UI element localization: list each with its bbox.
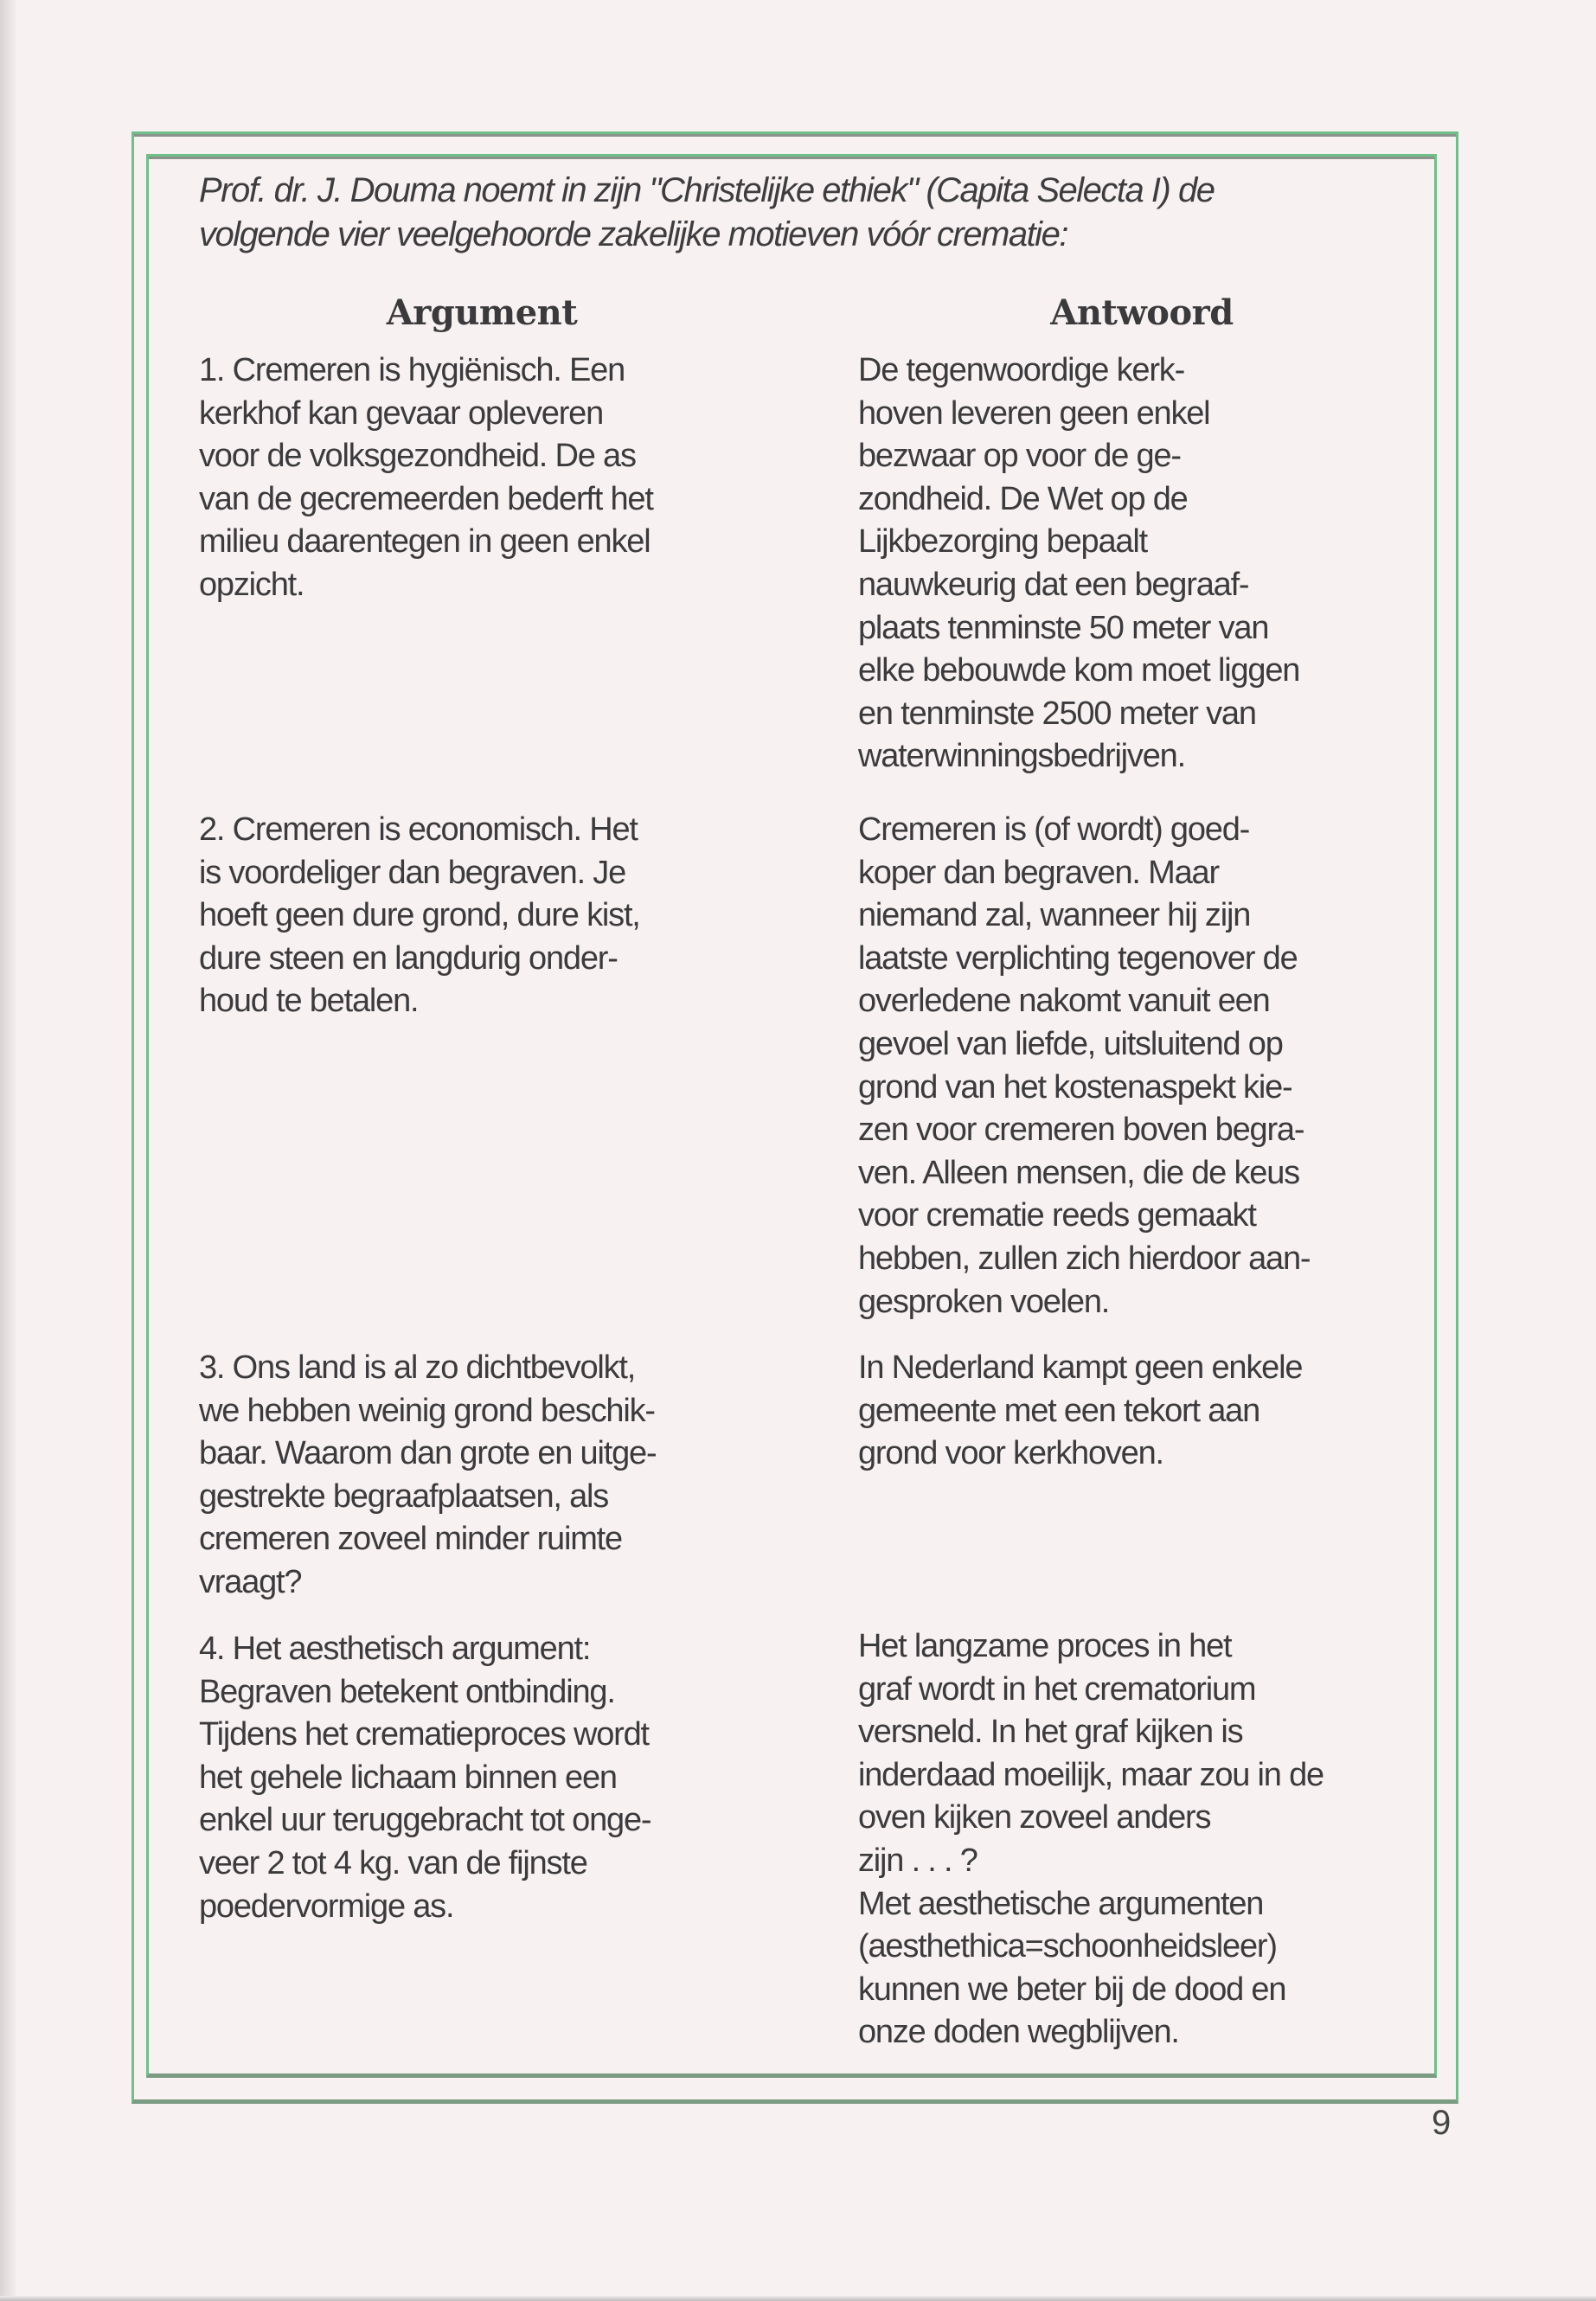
antwoord-line: hoven leveren geen enkel: [858, 394, 1210, 432]
antwoord-line: De tegenwoordige kerk-: [858, 352, 1185, 388]
antwoord-2: [858, 809, 1310, 1324]
argument-line: milieu daarentegen in geen enkel: [199, 523, 651, 561]
antwoord-line: onze doden wegblijven.: [858, 2014, 1179, 2051]
argument-3: [199, 1347, 656, 1605]
argument-line: enkel uur teruggebracht tot onge-: [199, 1802, 651, 1839]
argument-line: Begraven betekent ontbinding.: [199, 1673, 615, 1710]
antwoord-line: inderdaad moeilijk, maar zou in de: [858, 1756, 1324, 1793]
argument-line: 3. Ons land is al zo dichtbevolkt,: [199, 1349, 636, 1386]
antwoord-line: Het langzame proces in het: [858, 1628, 1232, 1664]
antwoord-line: grond van het kostenaspekt kie-: [858, 1068, 1292, 1106]
antwoord-line: ven. Alleen mensen, die de keus: [858, 1154, 1299, 1191]
antwoord-line: gevoel van liefde, uitsluitend op: [858, 1025, 1283, 1062]
antwoord-line: elke bebouwde kom moet liggen: [858, 652, 1300, 689]
argument-4: [199, 1628, 651, 1928]
antwoord-line: (aesthethica=schoonheidsleer): [858, 1928, 1277, 1965]
argument-line: dure steen en langdurig onder-: [199, 939, 618, 977]
argument-line: 2. Cremeren is economisch. Het: [199, 811, 638, 848]
antwoord-line: nauwkeurig dat een begraaf-: [858, 566, 1249, 603]
antwoord-line: niemand zal, wanneer hij zijn: [858, 897, 1251, 934]
argument-line: houd te betalen.: [199, 983, 419, 1020]
antwoord-line: laatste verplichting tegenover de: [858, 939, 1298, 977]
argument-line: poedervormige as.: [199, 1888, 454, 1925]
argument-2: [199, 809, 640, 1023]
antwoord-4: [858, 1625, 1324, 2054]
argument-heading: Argument: [386, 292, 578, 333]
antwoord-line: waterwinningsbedrijven.: [858, 738, 1185, 775]
argument-line: cremeren zoveel minder ruimte: [199, 1521, 622, 1558]
antwoord-line: versneld. In het graf kijken is: [858, 1714, 1243, 1751]
argument-line: 1. Cremeren is hygiënisch. Een: [199, 352, 625, 388]
antwoord-line: Met aesthetische argumenten: [858, 1885, 1264, 1922]
argument-line: kerkhof kan gevaar opleveren: [199, 394, 604, 432]
intro-text: [199, 169, 1214, 257]
antwoord-line: In Nederland kampt geen enkele: [858, 1349, 1303, 1386]
argument-line: baar. Waarom dan grote en uitge-: [199, 1435, 657, 1472]
argument-line: gestrekte begraafplaatsen, als: [199, 1477, 609, 1515]
antwoord-line: voor crematie reeds gemaakt: [858, 1197, 1256, 1234]
antwoord-line: zen voor cremeren boven begra-: [858, 1112, 1304, 1149]
page-edge: [0, 0, 16, 2301]
page-number: 9: [1432, 2104, 1452, 2142]
antwoord-line: bezwaar op voor de ge-: [858, 438, 1181, 475]
antwoord-line: graf wordt in het crematorium: [858, 1670, 1256, 1708]
antwoord-line: gemeente met een tekort aan: [858, 1392, 1260, 1429]
antwoord-line: Lijkbezorging bepaalt: [858, 523, 1147, 561]
antwoord-1: [858, 349, 1299, 779]
argument-line: veer 2 tot 4 kg. van de fijnste: [199, 1844, 587, 1881]
antwoord-line: en tenminste 2500 meter van: [858, 695, 1256, 732]
antwoord-line: oven kijken zoveel anders: [858, 1799, 1211, 1836]
argument-line: we hebben weinig grond beschik-: [199, 1392, 655, 1429]
argument-line: 4. Het aesthetisch argument:: [199, 1631, 591, 1667]
argument-line: hoeft geen dure grond, dure kist,: [199, 897, 640, 934]
argument-1: [199, 349, 653, 607]
antwoord-line: kunnen we beter bij de dood en: [858, 1971, 1286, 2008]
antwoord-line: Cremeren is (of wordt) goed-: [858, 811, 1250, 848]
intro-line: volgende vier veelgehoorde zakelijke motieven vóór crematie:: [199, 215, 1067, 253]
antwoord-line: hebben, zullen zich hierdoor aan-: [858, 1240, 1311, 1277]
argument-line: is voordeliger dan begraven. Je: [199, 854, 626, 891]
antwoord-line: gesproken voelen.: [858, 1283, 1110, 1320]
argument-line: voor de volksgezondheid. De as: [199, 438, 636, 475]
argument-line: opzicht.: [199, 566, 304, 603]
intro-line: Prof. dr. J. Douma noemt in zijn "Christelijke ethiek" (Capita Selecta I) de: [199, 171, 1215, 209]
antwoord-line: overledene nakomt vanuit een: [858, 983, 1270, 1020]
argument-line: van de gecremeerden bederft het: [199, 480, 653, 517]
page-bottom-edge: [0, 2296, 1596, 2301]
antwoord-line: koper dan begraven. Maar: [858, 854, 1219, 891]
antwoord-line: zondheid. De Wet op de: [858, 480, 1188, 517]
antwoord-3: [858, 1347, 1302, 1476]
argument-line: het gehele lichaam binnen een: [199, 1759, 617, 1796]
argument-line: Tijdens het crematieproces wordt: [199, 1716, 649, 1753]
argument-line: vraagt?: [199, 1563, 302, 1600]
antwoord-line: grond voor kerkhoven.: [858, 1435, 1163, 1472]
antwoord-line: zijn . . . ?: [858, 1842, 977, 1879]
antwoord-line: plaats tenminste 50 meter van: [858, 609, 1269, 646]
antwoord-heading: Antwoord: [1050, 292, 1234, 333]
